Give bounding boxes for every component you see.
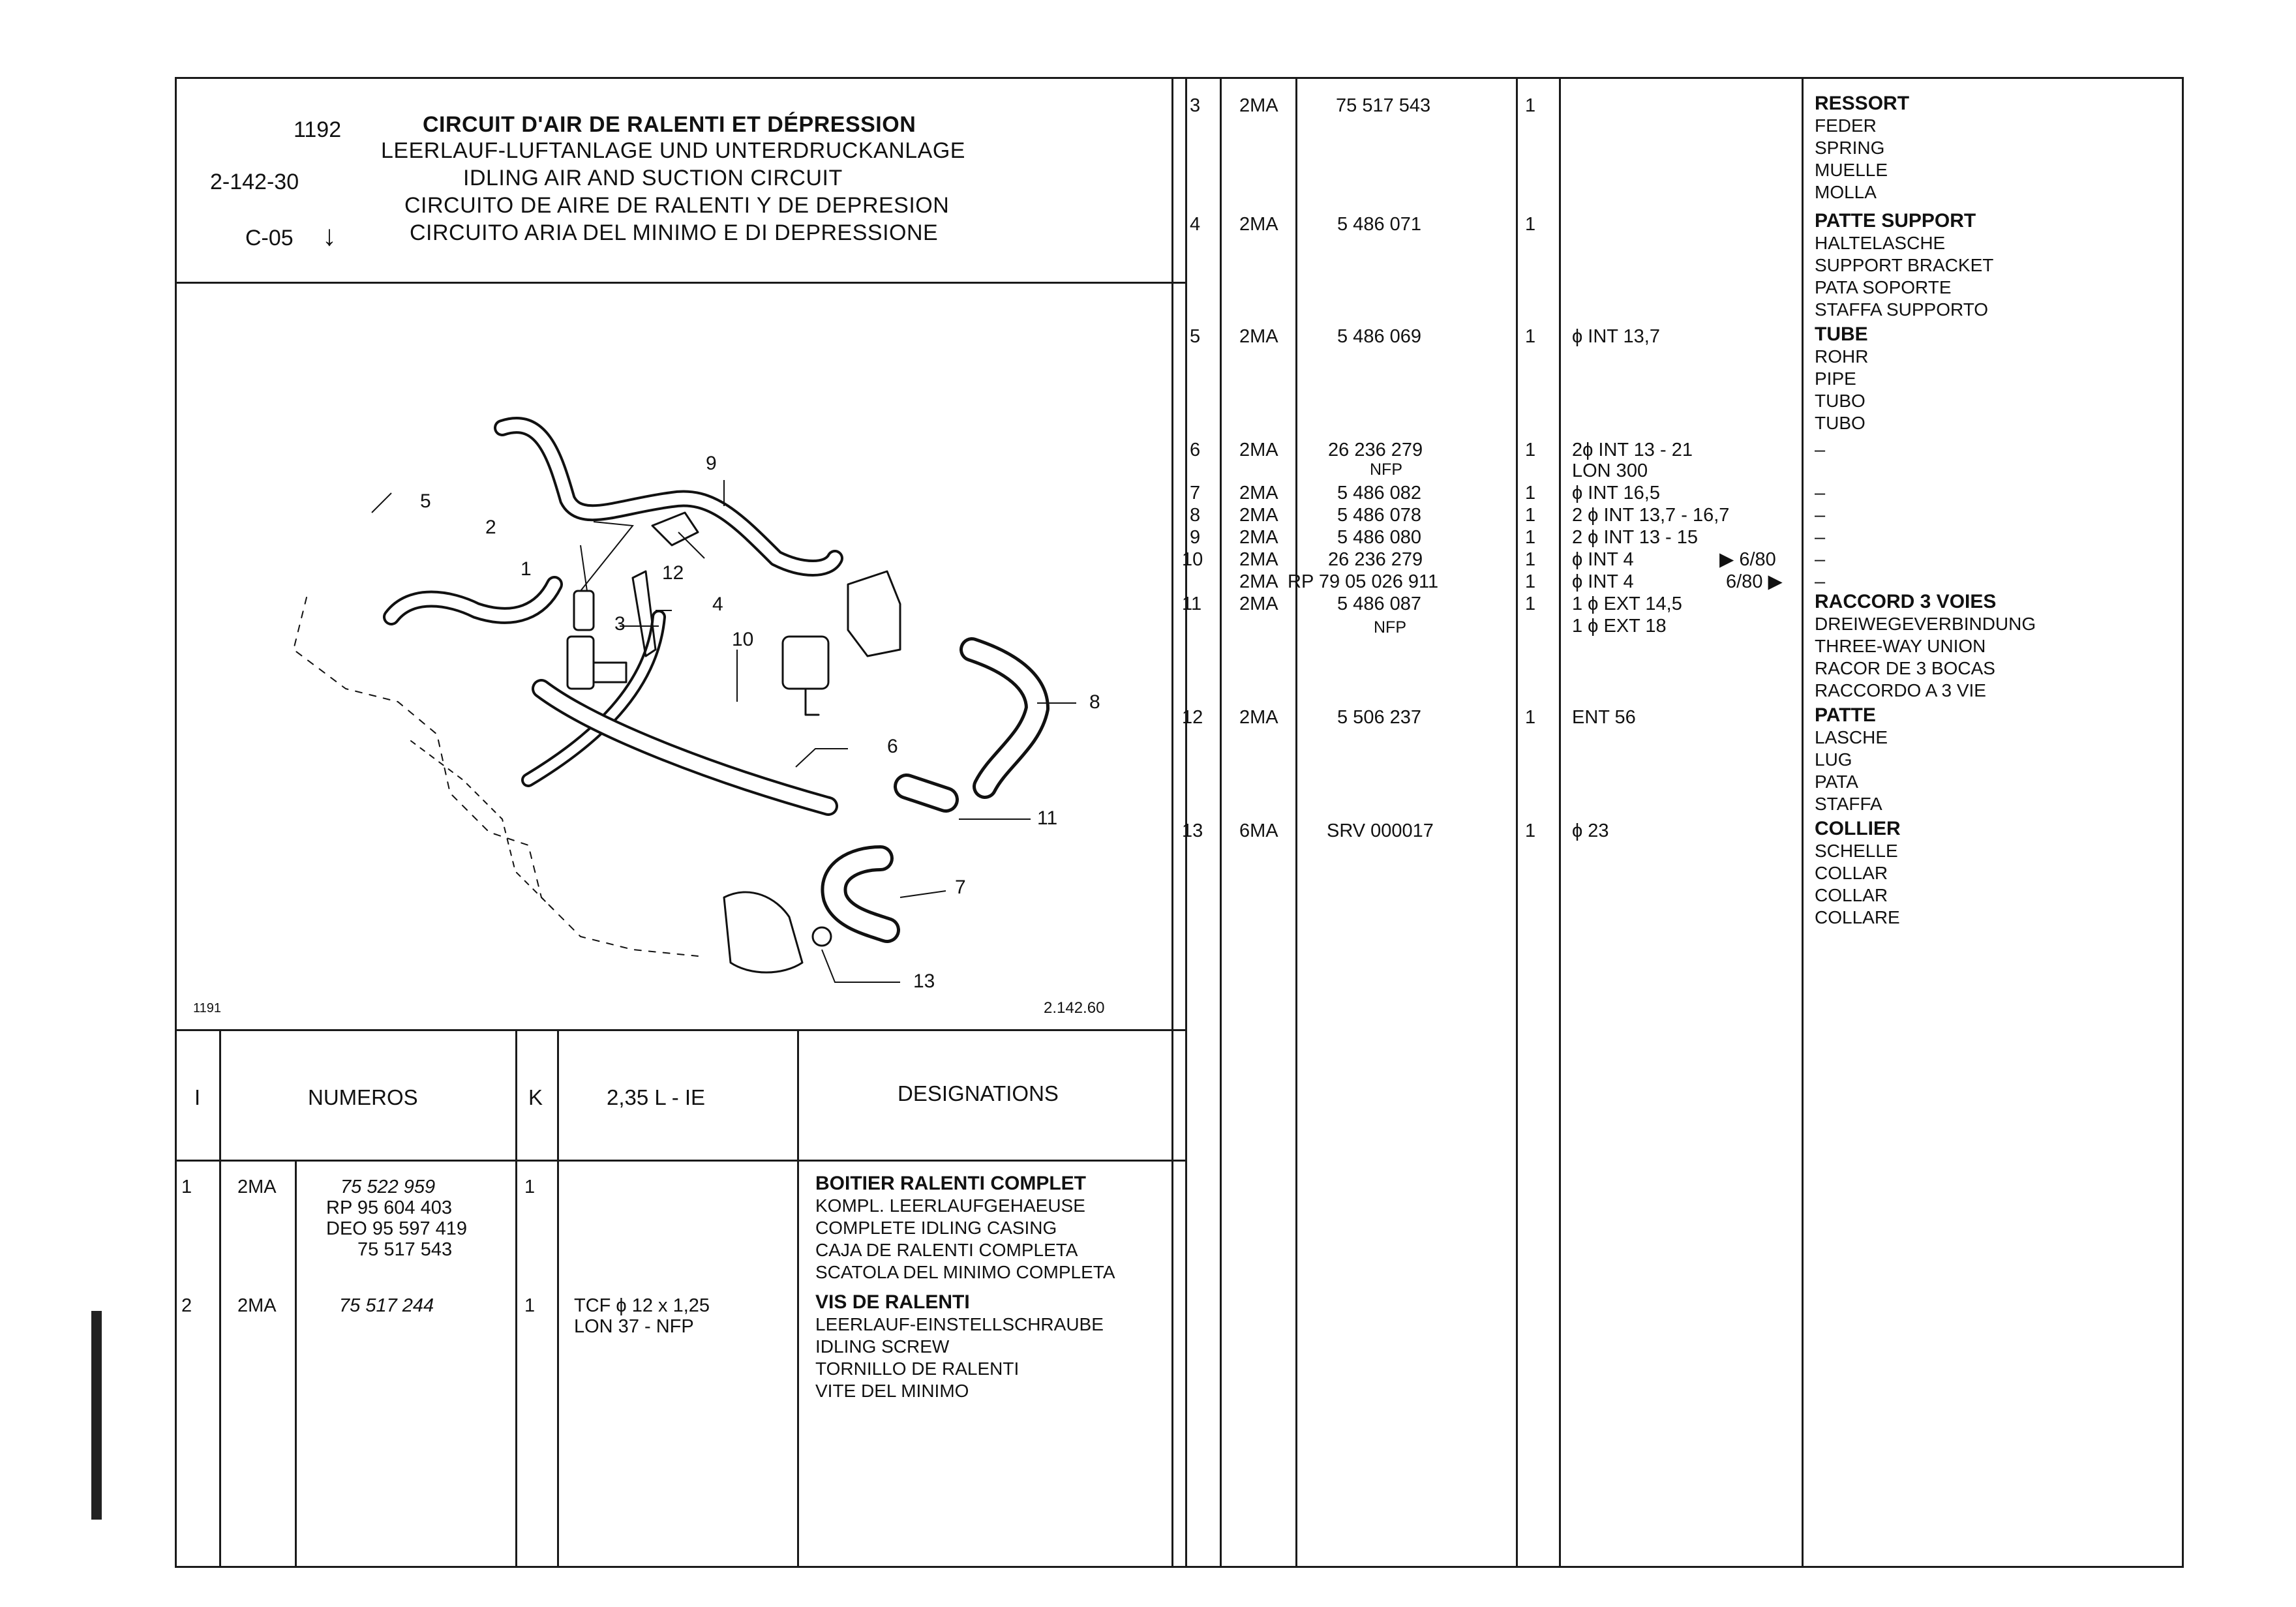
designation: SCHELLE	[1815, 841, 1898, 861]
row-10b-number: RP 79 05 026 911	[1288, 571, 1439, 592]
designation: SCATOLA DEL MINIMO COMPLETA	[815, 1262, 1115, 1282]
designation: MOLLA	[1815, 182, 1877, 202]
row-10-number: 26 236 279	[1328, 549, 1423, 570]
row-8-designation: –	[1815, 505, 1826, 526]
row-4-number: 5 486 071	[1337, 214, 1422, 235]
row-6-prefix: 2MA	[1239, 440, 1278, 460]
row-6-index: 6	[1190, 440, 1201, 460]
row-6-number: 26 236 279	[1328, 440, 1423, 460]
designation: TUBE	[1815, 323, 1868, 345]
row-2-designations	[815, 1291, 1104, 1402]
col-header-model: 2,35 L - IE	[607, 1085, 706, 1109]
row-12-number: 5 506 237	[1337, 707, 1422, 728]
row-11-k: 1	[1525, 593, 1536, 614]
row-11-sub: NFP	[1374, 618, 1406, 637]
row-5-designations	[1815, 323, 1868, 434]
right-panel-frame	[1171, 77, 2184, 1568]
idle-casing	[574, 591, 594, 630]
designation: COLLARE	[1815, 907, 1900, 927]
row-9-k: 1	[1525, 527, 1536, 548]
row-3-prefix: 2MA	[1239, 95, 1278, 116]
page-number: 1192	[294, 117, 342, 142]
designation: TUBO	[1815, 391, 1865, 411]
designation: TORNILLO DE RALENTI	[815, 1359, 1020, 1379]
designation: RACCORD 3 VOIES	[1815, 591, 1997, 612]
title-separator	[175, 282, 1187, 284]
title-es: CIRCUITO DE AIRE DE RALENTI Y DE DEPRESION	[404, 193, 950, 218]
designation: LUG	[1815, 749, 1852, 770]
row-10-spec: ϕ INT 4	[1572, 549, 1634, 570]
row-9-spec: 2 ϕ INT 13 - 15	[1572, 527, 1699, 548]
callout-11: 11	[1037, 807, 1058, 829]
col-line	[219, 1029, 221, 1568]
row-2-prefix: 2MA	[237, 1295, 277, 1316]
designation: COLLIER	[1815, 818, 1901, 839]
designation: FEDER	[1815, 115, 1877, 136]
row-13-index: 13	[1182, 820, 1203, 841]
row-12-k: 1	[1525, 707, 1536, 728]
callout-2: 2	[485, 517, 496, 538]
row-1-number-3: DEO 95 597 419	[326, 1218, 468, 1239]
row-10b-spec: ϕ INT 4	[1572, 571, 1634, 592]
row-7-designation: –	[1815, 483, 1826, 503]
col-line	[1516, 77, 1518, 1568]
designation: HALTELASCHE	[1815, 233, 1946, 253]
ref-code: C-05	[245, 226, 294, 250]
row-5-k: 1	[1525, 326, 1536, 347]
row-13-spec: ϕ 23	[1572, 820, 1609, 841]
row-4-k: 1	[1525, 214, 1536, 235]
row-9-number: 5 486 080	[1337, 527, 1422, 548]
designation: KOMPL. LEERLAUFGEHAEUSE	[815, 1195, 1085, 1216]
throttle-body	[724, 892, 802, 972]
row-5-number: 5 486 069	[1337, 326, 1422, 347]
row-1-designations	[815, 1173, 1115, 1284]
row-1-number-4: 75 517 543	[357, 1239, 453, 1260]
col-line	[1295, 77, 1297, 1568]
designation: PATA	[1815, 772, 1858, 792]
ref-arrow: ↓	[322, 220, 337, 252]
row-3-designations	[1815, 93, 1909, 203]
col-header-index: I	[194, 1085, 201, 1109]
col-header-numeros: NUMEROS	[308, 1085, 418, 1109]
row-8-prefix: 2MA	[1239, 505, 1278, 526]
col-line	[515, 1029, 517, 1568]
table-header-separator	[175, 1160, 1187, 1162]
designation: THREE-WAY UNION	[1815, 636, 1986, 656]
designation: CAJA DE RALENTI COMPLETA	[815, 1240, 1078, 1260]
row-3-k: 1	[1525, 95, 1536, 116]
title-de: LEERLAUF-LUFTANLAGE UND UNTERDRUCKANLAGE	[381, 138, 965, 163]
col-line	[797, 1029, 799, 1568]
row-4-index: 4	[1190, 214, 1201, 235]
designation: DREIWEGEVERBINDUNG	[1815, 614, 2036, 634]
callout-1: 1	[521, 558, 532, 580]
support-right	[848, 571, 900, 656]
row-6-sub: NFP	[1370, 460, 1402, 479]
designation: LEERLAUF-EINSTELLSCHRAUBE	[815, 1314, 1104, 1334]
row-12-prefix: 2MA	[1239, 707, 1278, 728]
col-line	[1559, 77, 1561, 1568]
row-2-index: 2	[181, 1295, 192, 1316]
designation: PATTE SUPPORT	[1815, 210, 1976, 232]
callout-8: 8	[1089, 691, 1100, 713]
row-10b-prefix: 2MA	[1239, 571, 1278, 592]
row-11-index: 11	[1182, 593, 1202, 614]
callout-10: 10	[732, 629, 754, 650]
row-12-spec: ENT 56	[1572, 707, 1636, 728]
row-2-spec-1: TCF ϕ 12 x 1,25	[574, 1295, 710, 1316]
row-4-prefix: 2MA	[1239, 214, 1278, 235]
row-11-spec-2: 1 ϕ EXT 18	[1572, 616, 1667, 637]
row-9-index: 9	[1190, 527, 1201, 548]
row-6-spec: 2ϕ INT 13 - 21	[1572, 440, 1693, 460]
row-11-prefix: 2MA	[1239, 593, 1278, 614]
engine-outline	[294, 597, 698, 956]
diagram-separator	[175, 1029, 1187, 1031]
group-code: 2-142-30	[210, 170, 299, 194]
valve-body	[783, 637, 828, 689]
row-8-k: 1	[1525, 505, 1536, 526]
row-9-designation: –	[1815, 527, 1826, 548]
designation: COLLAR	[1815, 863, 1888, 883]
callout-13: 13	[913, 970, 935, 992]
row-10-index: 10	[1182, 549, 1203, 570]
row-7-number: 5 486 082	[1337, 483, 1422, 503]
row-10-prefix: 2MA	[1239, 549, 1278, 570]
callout-5: 5	[420, 490, 431, 512]
designation: RACOR DE 3 BOCAS	[1815, 658, 1995, 678]
title-fr: CIRCUIT D'AIR DE RALENTI ET DÉPRESSION	[423, 112, 916, 137]
callout-6: 6	[887, 736, 898, 757]
bracket-12	[652, 513, 698, 545]
row-13-k: 1	[1525, 820, 1536, 841]
diagram-corner-right: 2.142.60	[1044, 999, 1105, 1017]
row-13-designations	[1815, 818, 1901, 929]
scan-edge-mark	[91, 1311, 102, 1520]
designation: COMPLETE IDLING CASING	[815, 1218, 1057, 1238]
designation: IDLING SCREW	[815, 1336, 950, 1357]
row-1-k: 1	[524, 1177, 536, 1197]
row-7-prefix: 2MA	[1239, 483, 1278, 503]
row-12-index: 12	[1182, 707, 1203, 728]
row-8-number: 5 486 078	[1337, 505, 1422, 526]
row-7-index: 7	[1190, 483, 1201, 503]
row-5-spec: ϕ INT 13,7	[1572, 326, 1660, 347]
callout-12: 12	[662, 562, 684, 584]
col-line	[295, 1160, 297, 1568]
designation: PATA SOPORTE	[1815, 277, 1952, 297]
designation: STAFFA SUPPORTO	[1815, 299, 1989, 320]
row-8-spec: 2 ϕ INT 13,7 - 16,7	[1572, 505, 1730, 526]
designation: PATTE	[1815, 704, 1876, 726]
row-2-k: 1	[524, 1295, 536, 1316]
row-13-prefix: 6MA	[1239, 820, 1278, 841]
designation: MUELLE	[1815, 160, 1888, 180]
row-9-prefix: 2MA	[1239, 527, 1278, 548]
row-11-number: 5 486 087	[1337, 593, 1422, 614]
designation: COLLAR	[1815, 885, 1888, 905]
diagram-corner-left: 1191	[193, 1001, 222, 1015]
row-8-index: 8	[1190, 505, 1201, 526]
row-13-number: SRV 000017	[1327, 820, 1434, 841]
row-6-k: 1	[1525, 440, 1536, 460]
row-2-spec-2: LON 37 - NFP	[574, 1316, 694, 1337]
row-1-number-2: RP 95 604 403	[326, 1197, 452, 1218]
callout-3: 3	[614, 613, 626, 635]
designation: SUPPORT BRACKET	[1815, 255, 1994, 275]
parts-diagram	[176, 284, 1186, 1028]
row-10b-designation: –	[1815, 571, 1826, 592]
title-en: IDLING AIR AND SUCTION CIRCUIT	[463, 166, 843, 190]
designation: TUBO	[1815, 413, 1865, 433]
row-7-spec: ϕ INT 16,5	[1572, 483, 1660, 503]
row-5-index: 5	[1190, 326, 1201, 347]
row-6-designation: –	[1815, 440, 1826, 460]
col-header-designations: DESIGNATIONS	[898, 1081, 1059, 1105]
col-line	[557, 1029, 559, 1568]
row-10-designation: –	[1815, 549, 1826, 570]
col-header-k: K	[528, 1085, 543, 1109]
row-4-designations	[1815, 210, 1993, 321]
row-1-number-1: 75 522 959	[340, 1177, 436, 1197]
row-10-mark: ▶ 6/80	[1719, 549, 1776, 570]
collar-13	[813, 927, 831, 946]
designation: RESSORT	[1815, 93, 1910, 114]
callout-9: 9	[706, 453, 717, 474]
row-10-k: 1	[1525, 549, 1536, 570]
designation: ROHR	[1815, 346, 1869, 367]
row-11-spec: 1 ϕ EXT 14,5	[1572, 593, 1682, 614]
designation: RACCORDO A 3 VIE	[1815, 680, 1986, 700]
row-1-index: 1	[181, 1177, 192, 1197]
row-10b-mark: 6/80 ▶	[1726, 571, 1783, 592]
designation: PIPE	[1815, 368, 1856, 389]
designation: SPRING	[1815, 138, 1885, 158]
designation: LASCHE	[1815, 727, 1888, 747]
col-line	[1220, 77, 1222, 1568]
callout-7: 7	[955, 877, 966, 898]
row-1-prefix: 2MA	[237, 1177, 277, 1197]
row-3-number: 75 517 543	[1336, 95, 1431, 116]
designation: VIS DE RALENTI	[815, 1291, 970, 1313]
row-6-spec-2: LON 300	[1572, 460, 1648, 481]
designation: VITE DEL MINIMO	[815, 1381, 969, 1401]
callout-4: 4	[712, 593, 723, 615]
row-3-index: 3	[1190, 95, 1201, 116]
title-it: CIRCUITO ARIA DEL MINIMO E DI DEPRESSIONE	[410, 220, 939, 245]
designation: STAFFA	[1815, 794, 1882, 814]
row-5-prefix: 2MA	[1239, 326, 1278, 347]
row-10b-k: 1	[1525, 571, 1536, 592]
col-line	[1802, 77, 1804, 1568]
row-7-k: 1	[1525, 483, 1536, 503]
row-11-designations	[1815, 591, 2036, 702]
row-12-designations	[1815, 704, 1888, 815]
row-2-number: 75 517 244	[339, 1295, 434, 1316]
designation: BOITIER RALENTI COMPLET	[815, 1173, 1086, 1194]
